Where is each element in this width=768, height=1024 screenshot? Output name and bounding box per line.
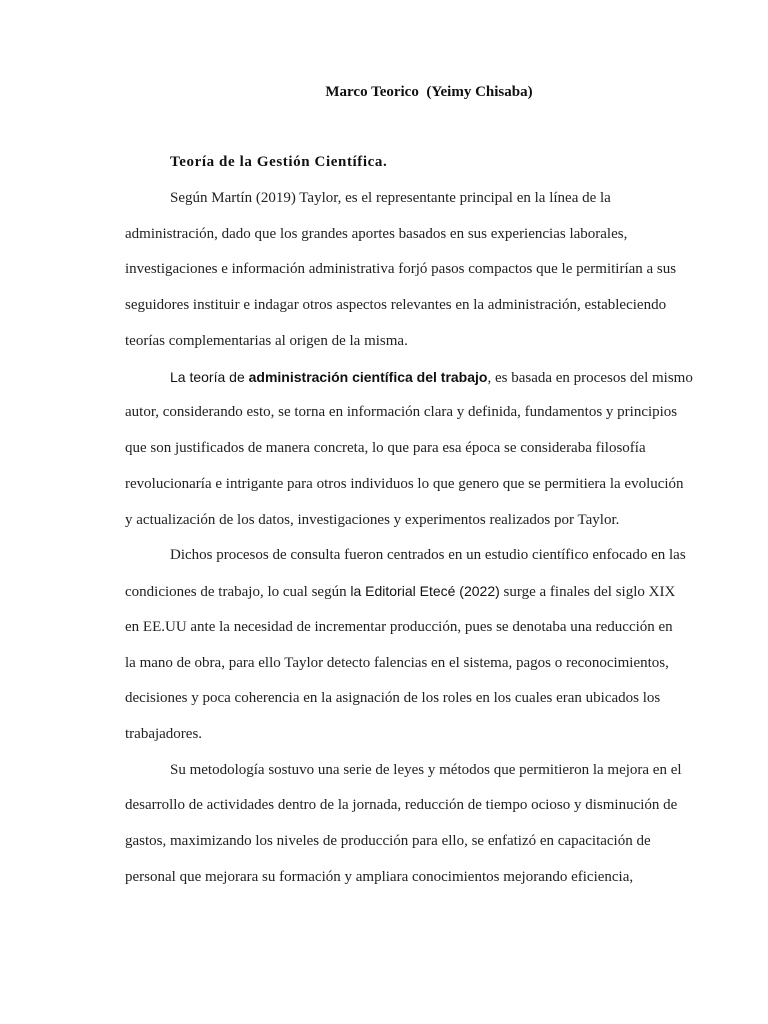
paragraph-1-line-5: teorías complementarias al origen de la misma.: [125, 333, 408, 349]
paragraph-3-line-2: [125, 581, 675, 602]
citation-reference: la Editorial Etecé (2022): [350, 583, 500, 599]
paragraph-2-line-3: que son justificados de manera concreta, lo que para esa época se consideraba filosofía: [125, 440, 646, 456]
paragraph-1-line-4: seguidores instituir e indagar otros aspectos relevantes en la administración, estableciendo: [125, 297, 667, 313]
paragraph-4-line-3: gastos, maximizando los niveles de producción para ello, se enfatizó en capacitación de: [125, 833, 651, 849]
paragraph-2-line-4: revolucionaría e intrigante para otros individuos lo que genero que se permitiera la evolución: [125, 476, 684, 492]
paragraph-1-line-2: administración, dado que los grandes aportes basados en sus experiencias laborales,: [125, 226, 628, 242]
paragraph-4-line-2: desarrollo de actividades dentro de la jornada, reducción de tiempo ocioso y disminución de: [125, 797, 678, 813]
paragraph-3-line-1: Dichos procesos de consulta fueron centrados en un estudio científico enfocado en las: [170, 547, 686, 563]
paragraph-3-line-2-start: condiciones de trabajo, lo cual según: [125, 584, 351, 600]
paragraph-3-line-2-end: surge a finales del siglo XIX: [499, 584, 676, 600]
paragraph-2-line-2: autor, considerando esto, se torna en información clara y definida, fundamentos y principios: [125, 404, 678, 420]
paragraph-2-line-5: y actualización de los datos, investigaciones y experimentos realizados por Taylor.: [125, 512, 620, 528]
paragraph-1-line-1: Según Martín (2019) Taylor, es el representante principal en la línea de la: [170, 190, 611, 206]
paragraph-3-line-6: trabajadores.: [125, 726, 203, 742]
paragraph-3-line-5: decisiones y poca coherencia en la asignación de los roles en los cuales eran ubicados los: [125, 690, 661, 706]
paragraph-2-lead: La teoría de: [170, 369, 249, 385]
paragraph-3-line-4: la mano de obra, para ello Taylor detecto falencias en el sistema, pagos o reconocimientos,: [125, 655, 669, 671]
paragraph-2-line-1-rest: , es basada en procesos del mismo: [487, 370, 693, 386]
section-heading: Teoría de la Gestión Científica.: [170, 154, 388, 170]
document-title: Marco Teorico (Yeimy Chisaba): [325, 84, 533, 100]
paragraph-4-line-1: Su metodología sostuvo una serie de leyes y métodos que permitieron la mejora en el: [170, 762, 682, 778]
bold-term: administración científica del trabajo: [248, 369, 488, 385]
paragraph-1-line-3: investigaciones e información administrativa forjó pasos compactos que le permitirían a sus: [125, 261, 677, 277]
paragraph-3-line-3: en EE.UU ante la necesidad de incrementar producción, pues se denotaba una reducción en: [125, 619, 673, 635]
paragraph-4-line-4: personal que mejorara su formación y ampliara conocimientos mejorando eficiencia,: [125, 869, 634, 885]
paragraph-2-line-1: [170, 367, 693, 388]
